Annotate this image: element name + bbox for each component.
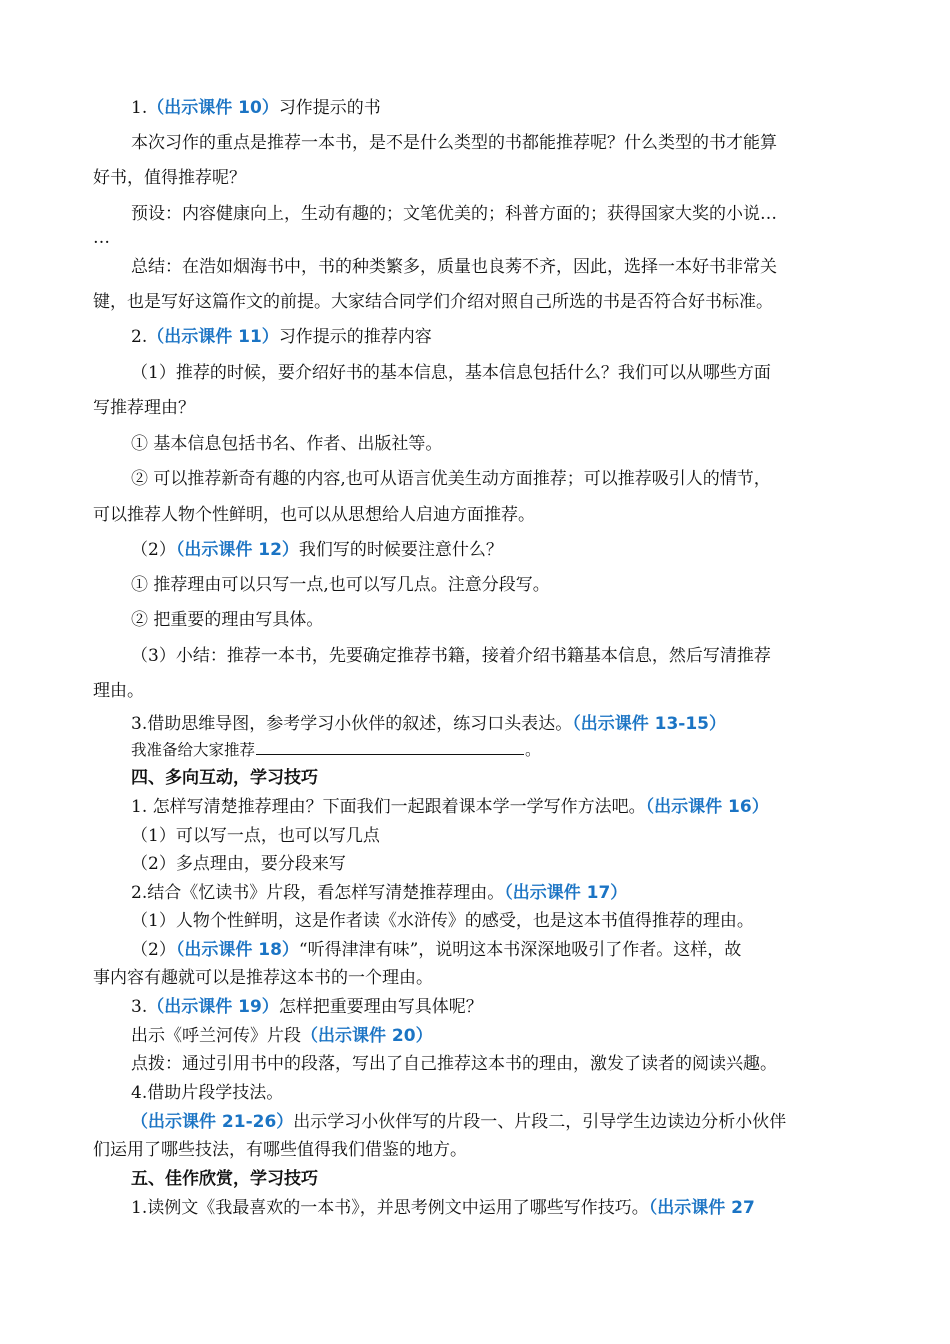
paragraph-line	[131, 1024, 433, 1048]
paragraph-line: 事内容有趣就可以是推荐这本书的一个理由。	[93, 968, 433, 988]
section-heading: 五、佳作欣赏，学习技巧	[131, 1169, 318, 1189]
fill-in-sentence	[131, 738, 541, 762]
paragraph-line: …	[93, 228, 110, 248]
step-2-heading	[131, 325, 432, 349]
paragraph-line: （1）推荐的时候，要介绍好书的基本信息，基本信息包括什么？我们可以从哪些方面	[131, 363, 771, 383]
courseware-ref: （出示课件 21-26）	[131, 1112, 294, 1132]
courseware-ref: （出示课件 12）	[175, 540, 299, 560]
step-title: 1. 怎样写清楚推荐理由？下面我们一起跟着课本学一学写作方法吧。	[131, 797, 646, 817]
step-title: 怎样把重要理由写具体呢？	[278, 997, 483, 1017]
step-title: 习作提示的书	[278, 98, 381, 118]
courseware-ref: （出示课件 16）	[645, 797, 769, 817]
step-number: 2.	[131, 327, 148, 347]
fill-in-blank	[256, 738, 524, 755]
step-1-heading	[131, 1196, 755, 1220]
step-number: 1.	[131, 98, 148, 118]
paragraph-line	[131, 1110, 786, 1134]
courseware-ref: （出示课件 11）	[147, 327, 279, 347]
courseware-ref: （出示课件 10）	[147, 98, 279, 118]
step-1-heading	[131, 795, 769, 819]
list-item: ① 推荐理由可以只写一点,也可以写几点。注意分段写。	[131, 575, 550, 595]
paragraph-line: 预设：内容健康向上，生动有趣的；文笔优美的；科普方面的；获得国家大奖的小说…	[131, 204, 777, 224]
step-title: 2.结合《忆读书》片段，看怎样写清楚推荐理由。	[131, 883, 505, 903]
step-title: 习作提示的推荐内容	[278, 327, 432, 347]
sub-item-number: （2）	[131, 940, 176, 960]
courseware-ref: （出示课件 13-15）	[572, 714, 727, 734]
sub-item-2	[131, 938, 741, 962]
paragraph-line: 键，也是写好这篇作文的前提。大家结合同学们介绍对照自己所选的书是否符合好书标准。	[93, 292, 773, 312]
courseware-ref: （出示课件 17）	[504, 883, 628, 903]
line-text: 出示学习小伙伴写的片段一、片段二，引导学生边读边分析小伙伴	[293, 1112, 787, 1132]
paragraph-line: 们运用了哪些技法，有哪些值得我们借鉴的地方。	[93, 1140, 467, 1160]
paragraph-line: 好书，值得推荐呢？	[93, 168, 246, 188]
list-item: ① 基本信息包括书名、作者、出版社等。	[131, 434, 443, 454]
step-title: 1.读例文《我最喜欢的一本书》，并思考例文中运用了哪些写作技巧。	[131, 1198, 649, 1218]
sub-item-text: 我们写的时候要注意什么？	[298, 540, 503, 560]
step-3-heading	[131, 712, 726, 736]
list-item: （1）人物个性鲜明，这是作者读《水浒传》的感受，也是这本书值得推荐的理由。	[131, 911, 754, 931]
courseware-ref: （出示课件 20）	[301, 1026, 433, 1046]
step-4-heading: 4.借助片段学技法。	[131, 1083, 284, 1103]
courseware-ref: （出示课件 18）	[175, 940, 299, 960]
list-item: （1）可以写一点，也可以写几点	[131, 826, 380, 846]
paragraph-line: 总结：在浩如烟海书中，书的种类繁多，质量也良莠不齐，因此，选择一本好书非常关	[131, 257, 777, 277]
paragraph-line: 可以推荐人物个性鲜明，也可以从思想给人启迪方面推荐。	[93, 505, 535, 525]
paragraph-line: 写推荐理由？	[93, 398, 195, 418]
step-1-heading	[131, 96, 381, 120]
paragraph-line: 点拨：通过引用书中的段落，写出了自己推荐这本书的理由，激发了读者的阅读兴趣。	[131, 1054, 777, 1074]
paragraph-line: 理由。	[93, 681, 144, 701]
paragraph-line: 本次习作的重点是推荐一本书，是不是什么类型的书都能推荐呢？什么类型的书才能算	[131, 133, 777, 153]
sub-item-text: “听得津津有味”，说明这本书深深地吸引了作者。这样，故	[298, 940, 742, 960]
step-3-heading	[131, 995, 483, 1019]
sub-item-2	[131, 538, 503, 562]
step-number: 3.	[131, 997, 148, 1017]
sentence-prefix: 我准备给大家推荐	[131, 741, 256, 759]
list-item: ② 可以推荐新奇有趣的内容,也可从语言优美生动方面推荐；可以推荐吸引人的情节，	[131, 469, 771, 489]
paragraph-line: （3）小结：推荐一本书，先要确定推荐书籍，接着介绍书籍基本信息，然后写清推荐	[131, 646, 771, 666]
step-2-heading	[131, 881, 627, 905]
courseware-ref: （出示课件 27	[648, 1198, 755, 1218]
line-text: 出示《呼兰河传》片段	[131, 1026, 301, 1046]
sub-item-number: （2）	[131, 540, 176, 560]
section-heading: 四、多向互动，学习技巧	[131, 768, 318, 788]
step-title: 3.借助思维导图，参考学习小伙伴的叙述，练习口头表达。	[131, 714, 573, 734]
list-item: （2）多点理由，要分段来写	[131, 854, 346, 874]
list-item: ② 把重要的理由写具体。	[131, 610, 324, 630]
courseware-ref: （出示课件 19）	[147, 997, 279, 1017]
sentence-end: 。	[525, 741, 541, 759]
